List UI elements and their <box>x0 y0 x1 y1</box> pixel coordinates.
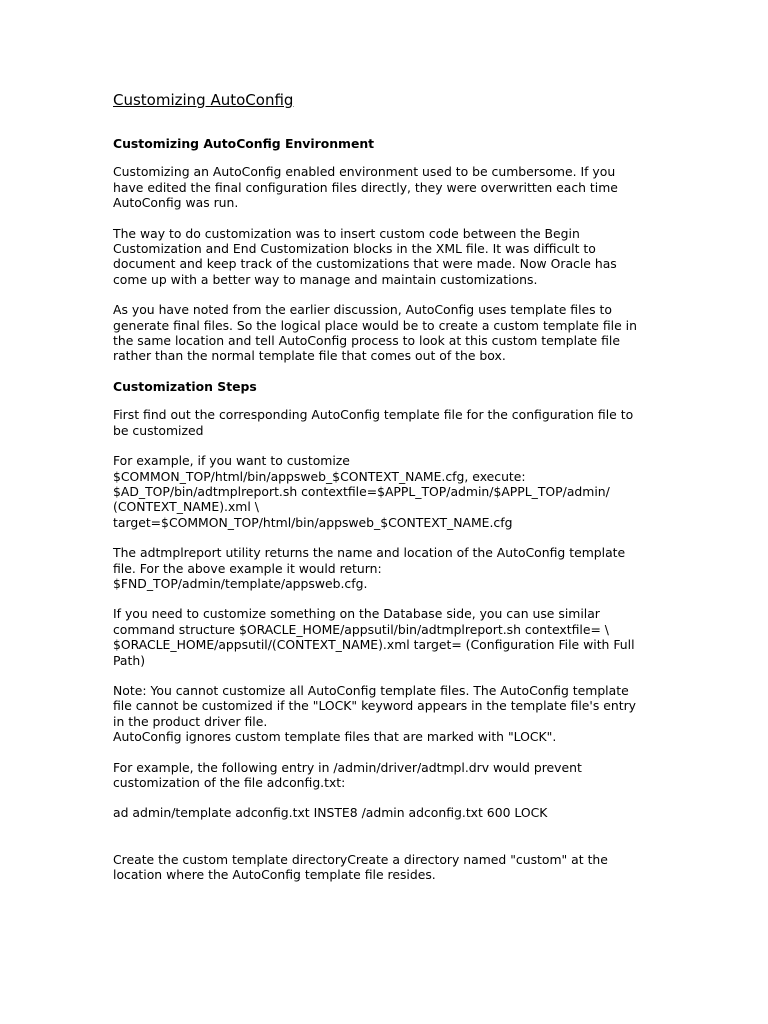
paragraph: For example, if you want to customize $COMMON_TOP/html/bin/appsweb_$CONTEXT_NAME.cfg, execute: $AD_TOP/bin/adtmplreport.sh contextfile=$APPL_TOP/admin/$APPL_TOP/admin/ (CONTEXT_NAME).xml \ target=$COMMON_TOP/html/bin/appsweb_$CONTEXT_NAME.cfg <box>113 453 610 530</box>
paragraph: The adtmplreport utility returns the name and location of the AutoConfig template file. For the above example it would return: $FND_TOP/admin/template/appsweb.cfg. <box>113 545 626 591</box>
paragraph: The way to do customization was to insert custom code between the Begin Customization and End Customization blocks in the XML file. It was difficult to document and keep track of the customizations that were made. Now Oracle has come up with a better way to manage and maintain customizations. <box>113 225 617 287</box>
section-steps <box>113 379 673 883</box>
paragraph: As you have noted from the earlier discussion, AutoConfig uses template files to generate final files. So the logical place would be to create a custom template file in the same location and tell AutoConfig process to look at this custom template file rather than the normal template file that comes out of the box. <box>113 302 637 364</box>
paragraph: First find out the corresponding AutoConfig template file for the configuration file to be customized <box>113 407 634 438</box>
section-heading: Customizing AutoConfig Environment <box>113 136 375 151</box>
section-environment <box>113 136 673 364</box>
section-heading: Customization Steps <box>113 378 257 394</box>
paragraph: Customizing an AutoConfig enabled environment used to be cumbersome. If you have edited the final configuration files directly, they were overwritten each time AutoConfig was run. <box>113 164 618 211</box>
paragraph: If you need to customize something on the Database side, you can use similar command structure $ORACLE_HOME/appsutil/bin/adtmplreport.sh contextfile= \ $ORACLE_HOME/appsutil/(CONTEXT_NAME).xml target= (Configuration File with Full Path) <box>113 606 635 668</box>
document-title: Customizing AutoConfig <box>113 91 294 109</box>
paragraph: For example, the following entry in /admin/driver/adtmpl.drv would prevent customization of the file adconfig.txt: <box>113 759 582 790</box>
paragraph: Note: You cannot customize all AutoConfig template files. The AutoConfig template file cannot be customized if the "LOCK" keyword appears in the template file's entry in the product driver file. AutoConfig ignores custom template files that are marked with "LOCK". <box>113 682 636 745</box>
document-page <box>113 90 673 883</box>
lock-entry-example: ad admin/template adconfig.txt INSTE8 /admin adconfig.txt 600 LOCK <box>113 805 548 821</box>
paragraph: Create the custom template directoryCreate a directory named "custom" at the location where the AutoConfig template file resides. <box>113 851 608 883</box>
